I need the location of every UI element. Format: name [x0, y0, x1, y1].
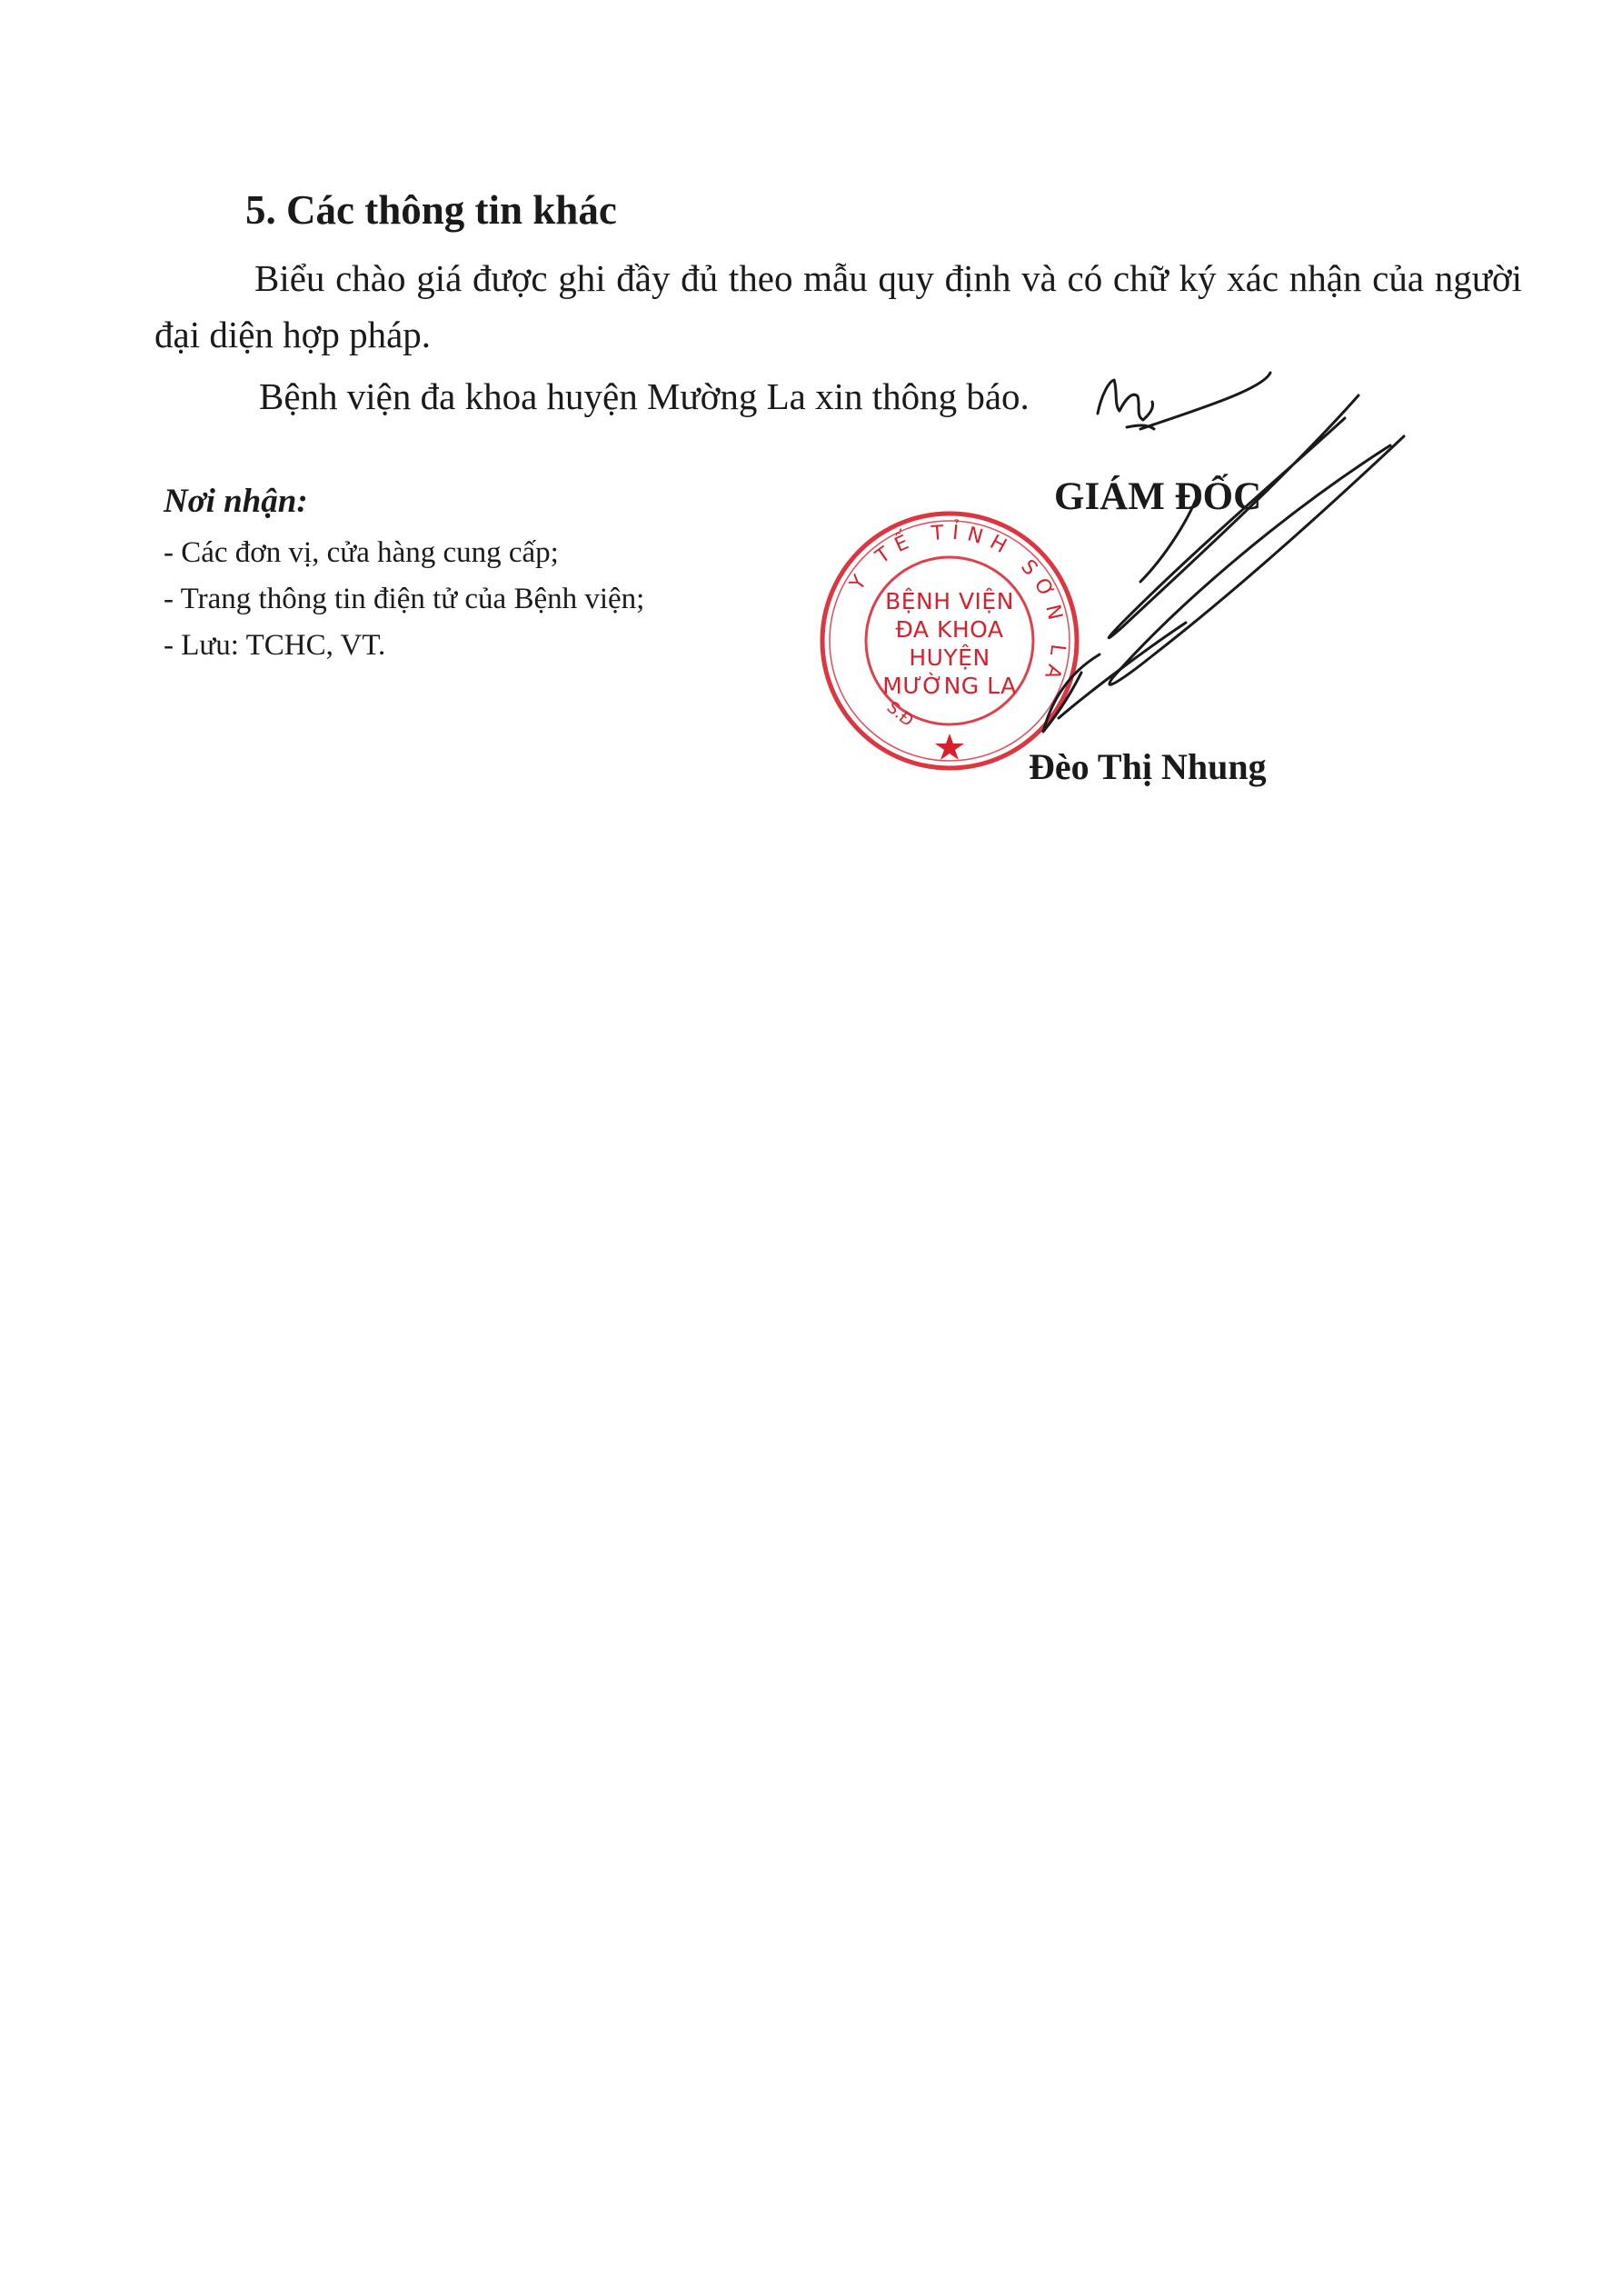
recipients-title: Nơi nhận:	[164, 483, 308, 520]
recipients-list	[164, 530, 854, 669]
section-heading: 5. Các thông tin khác	[245, 187, 617, 233]
seal-ring-text: Y TẾ TỈNH SƠN LA	[845, 521, 1070, 690]
recipients-block	[164, 482, 854, 669]
seal-line-4: MƯỜNG LA	[882, 673, 1017, 699]
recipient-item: - Các đơn vị, cửa hàng cung cấp;	[164, 536, 559, 569]
recipient-item: - Lưu: TCHC, VT.	[164, 629, 386, 662]
recipient-item: - Trang thông tin điện tử của Bệnh viện;	[164, 583, 645, 615]
paragraph-price-quote: Biểu chào giá được ghi đầy đủ theo mẫu quy định và có chữ ký xác nhận của người đại diện hợp pháp.	[154, 257, 1522, 355]
signer-title: GIÁM ĐỐC	[1054, 475, 1262, 518]
seal-line-3: HUYỆN	[909, 644, 990, 671]
seal-line-2: ĐA KHOA	[895, 616, 1004, 643]
paragraph-announcement: Bệnh viện đa khoa huyện Mường La xin thông báo.	[259, 375, 1030, 417]
signature-block	[963, 464, 1436, 809]
seal-corner-mark: S.Đ	[882, 697, 918, 731]
seal-line-1: BỆNH VIỆN	[885, 588, 1014, 614]
seal-star-icon	[935, 734, 964, 760]
signer-name: Đèo Thị Nhung	[1029, 746, 1267, 787]
